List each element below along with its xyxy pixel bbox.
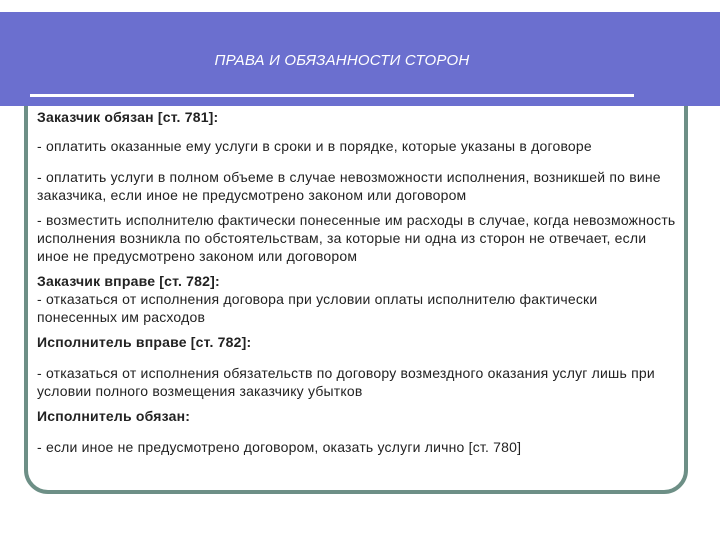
section-heading-customer-rights: Заказчик вправе [ст. 782]: [37, 273, 220, 289]
list-item: - отказаться от исполнения договора при условии оплаты исполнителю фактически понесенных им расходов [37, 291, 598, 325]
list-item: - возместить исполнителю фактически понесенные им расходы в случае, когда невозможность исполнения возникла по обстоятельствам, за которые ни одна из сторон не отвечает, если иное не предусмотрено законом или договором [37, 212, 676, 264]
title-band [0, 12, 720, 106]
section-heading-contractor-obligations: Исполнитель обязан: [37, 408, 191, 424]
list-item: - отказаться от исполнения обязательств по договору возмездного оказания услуг лишь при условии полного возмещения заказчику убытков [37, 365, 655, 399]
list-item: - оплатить оказанные ему услуги в сроки и в порядке, которые указаны в договоре [37, 138, 592, 154]
list-item: - если иное не предусмотрено договором, оказать услуги лично [ст. 780] [37, 439, 522, 455]
slide-title: ПРАВА И ОБЯЗАННОСТИ СТОРОН [214, 52, 470, 69]
section-heading-contractor-rights: Исполнитель вправе [ст. 782]: [37, 334, 252, 350]
slide-body [37, 108, 677, 456]
list-item: - оплатить услуги в полном объеме в случае невозможности исполнения, возникшей по вине заказчика, если иное не предусмотрено законом или договором [37, 169, 661, 203]
section-heading-customer-obligations: Заказчик обязан [ст. 781]: [37, 109, 219, 125]
title-divider [30, 94, 634, 97]
